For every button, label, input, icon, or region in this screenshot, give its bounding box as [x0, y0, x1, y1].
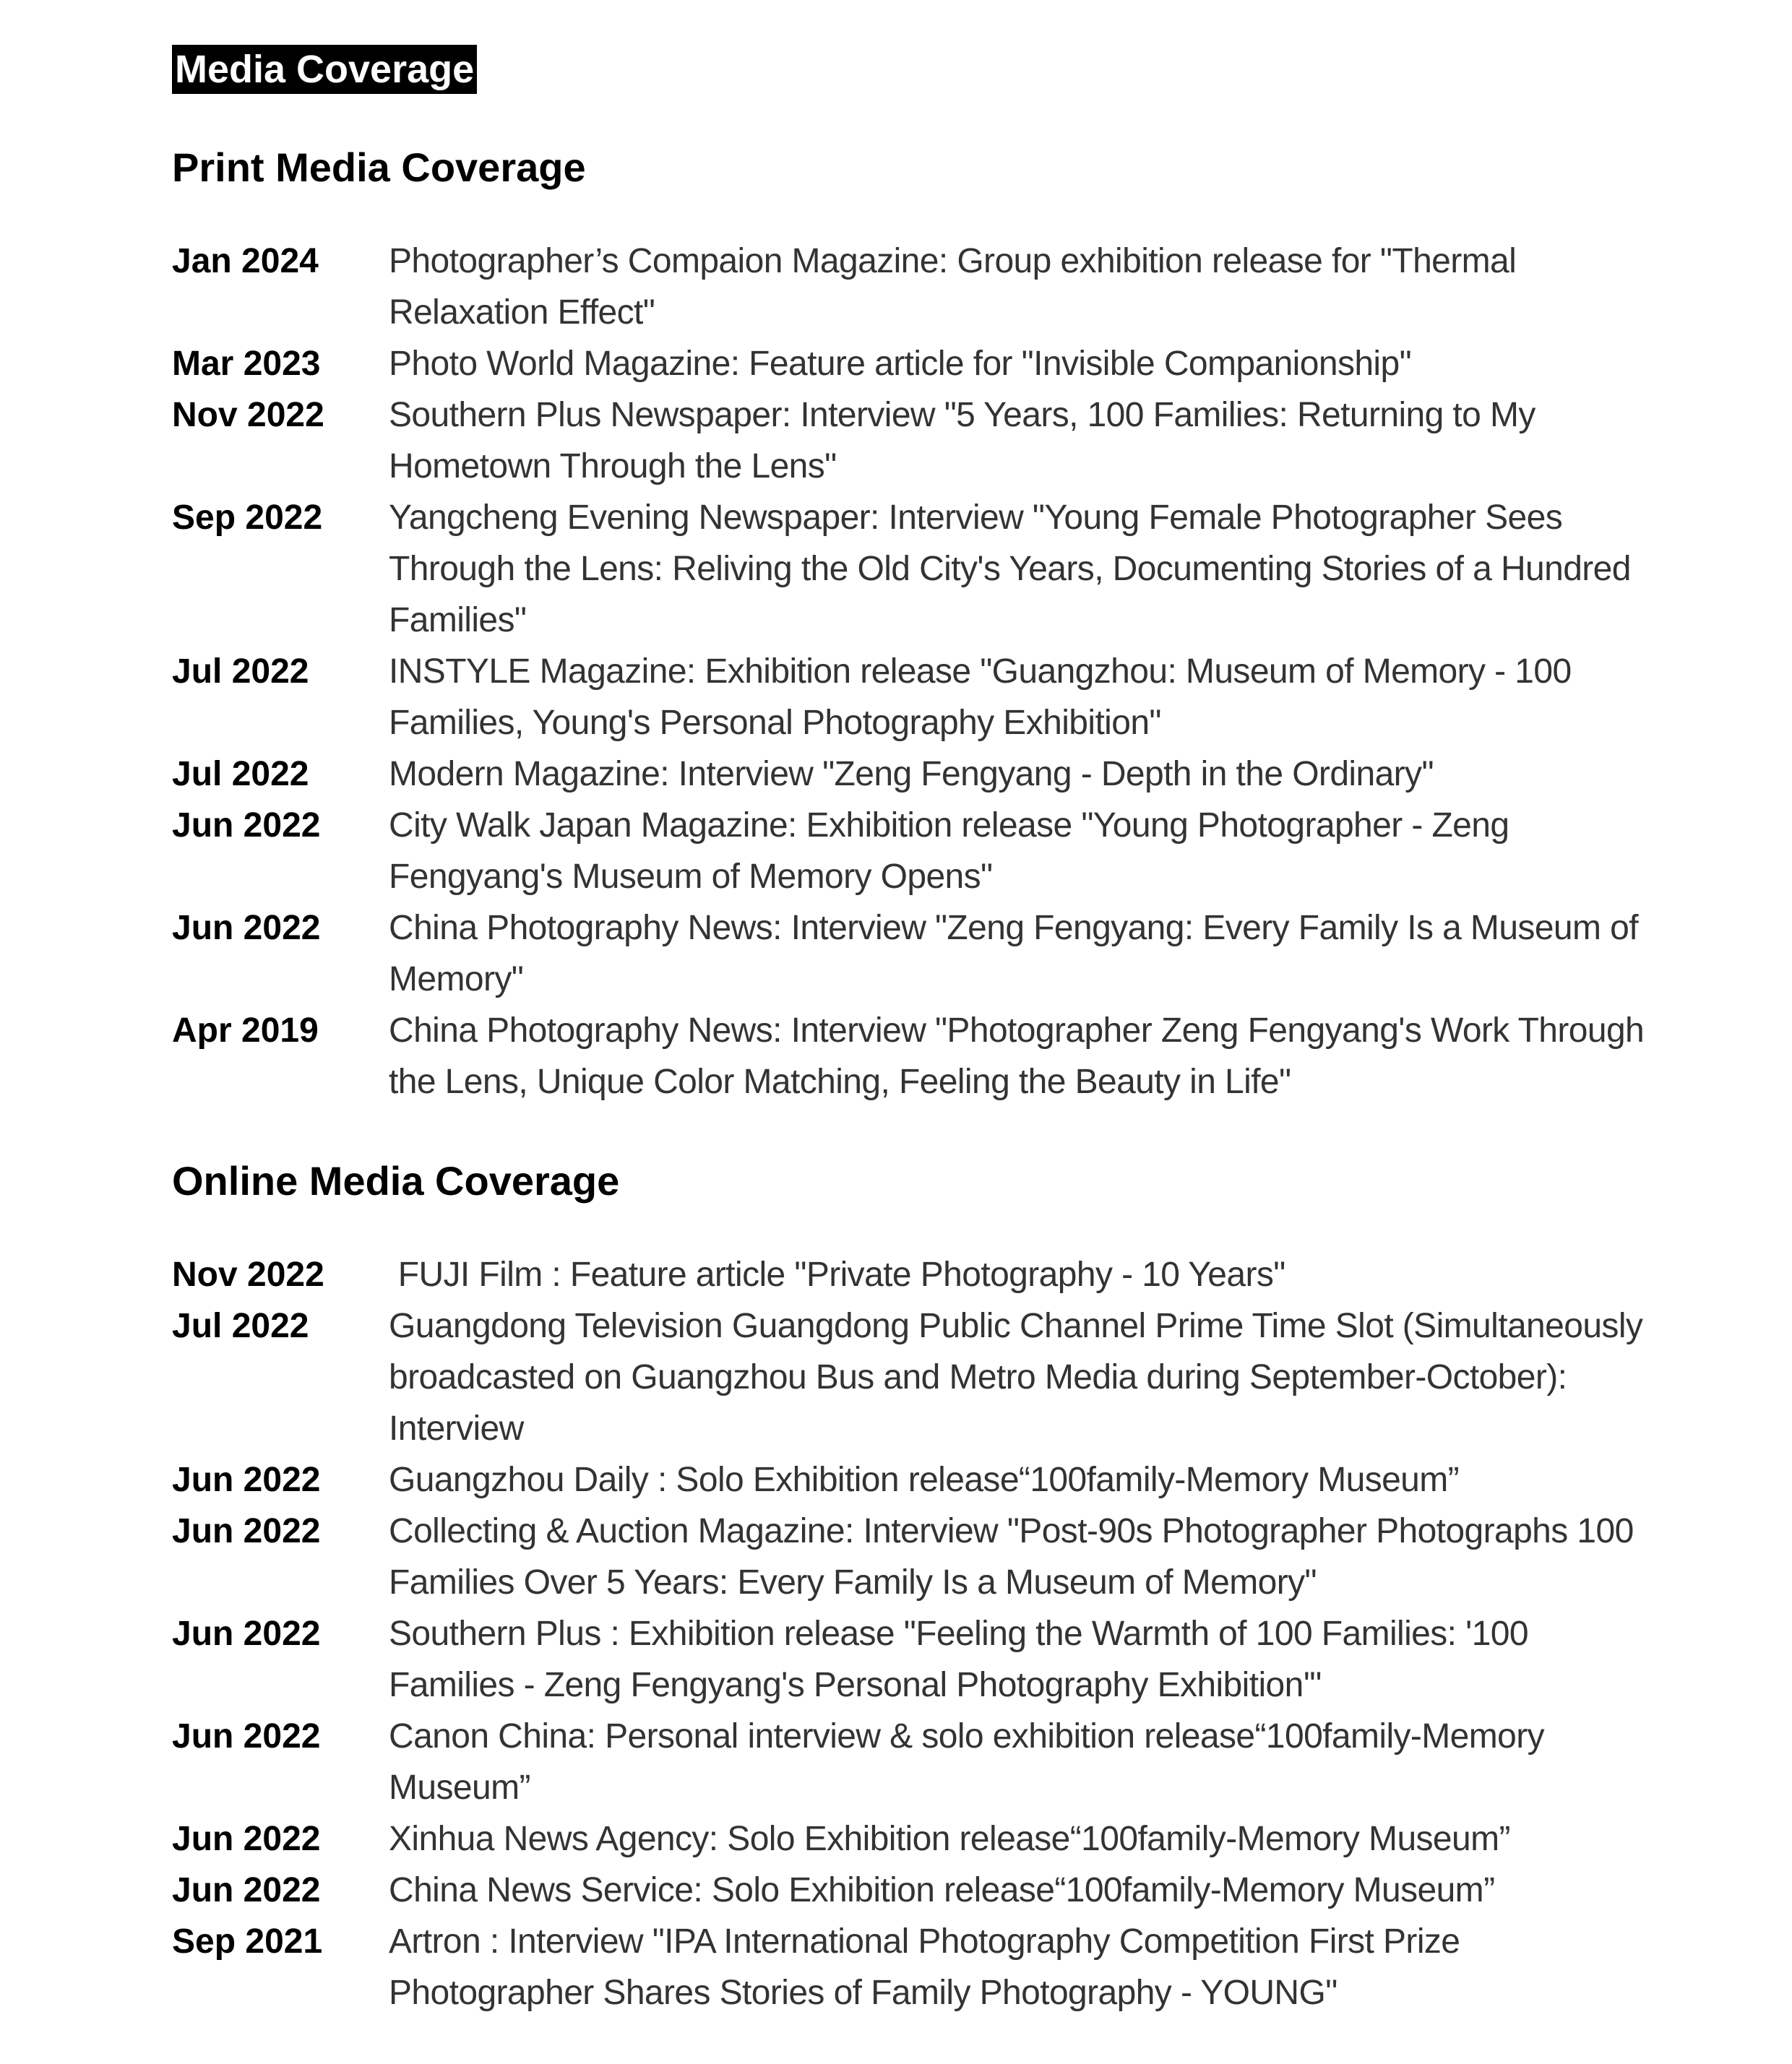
entry-text: Photo World Magazine: Feature article for "Invisible Companionship" [389, 345, 1412, 383]
entry-text: Yangcheng Evening Newspaper: Interview "Young Female Photographer Sees Through the Lens: Reliving the Old City's Years, Documenting Stories of a Hundred Families" [389, 498, 1631, 639]
entry-text: Southern Plus : Exhibition release "Feeling the Warmth of 100 Families: '100 Families - Zeng Fengyang's Personal Photography Exhibition'" [389, 1615, 1528, 1704]
entry-text: FUJI Film : Feature article "Private Photography - 10 Years" [389, 1256, 1285, 1294]
entry-text: Southern Plus Newspaper: Interview "5 Years, 100 Families: Returning to My Hometown Through the Lens" [389, 396, 1535, 485]
entry-date: Jan 2024 [172, 242, 319, 280]
online-section-heading: Online Media Coverage [172, 1158, 620, 1204]
entry-text: China News Service: Solo Exhibition release“100family-Memory Museum” [389, 1871, 1495, 1909]
entry-text: Xinhua News Agency: Solo Exhibition release“100family-Memory Museum” [389, 1820, 1510, 1858]
print-entry [172, 492, 1646, 646]
entry-date: Mar 2023 [172, 345, 321, 383]
print-section-heading: Print Media Coverage [172, 144, 586, 190]
online-entry [172, 1813, 1646, 1865]
entry-text: Guangdong Television Guangdong Public Channel Prime Time Slot (Simultaneously broadcasted on Guangzhou Bus and Metro Media during September-October): Interview [389, 1307, 1643, 1448]
entry-date: Sep 2022 [172, 498, 323, 537]
entry-date: Apr 2019 [172, 1011, 319, 1050]
entry-text: INSTYLE Magazine: Exhibition release "Guangzhou: Museum of Memory - 100 Families, Young's Personal Photography Exhibition" [389, 652, 1572, 742]
entry-text: Photographer’s Compaion Magazine: Group exhibition release for "Thermal Relaxation Effect" [389, 242, 1517, 332]
entry-date: Sep 2021 [172, 1922, 323, 1961]
entry-text: City Walk Japan Magazine: Exhibition release "Young Photographer - Zeng Fengyang's Museum of Memory Opens" [389, 806, 1509, 896]
entry-date: Jun 2022 [172, 1820, 321, 1858]
entry-date: Jun 2022 [172, 806, 321, 845]
online-entry [172, 1608, 1646, 1711]
entry-text: China Photography News: Interview "Zeng Fengyang: Every Family Is a Museum of Memory" [389, 909, 1638, 998]
document-page [172, 45, 1646, 2018]
online-entries-list [172, 1249, 1646, 2018]
entry-text: Collecting & Auction Magazine: Interview "Post-90s Photographer Photographs 100 Families Over 5 Years: Every Family Is a Museum of Memory" [389, 1512, 1634, 1602]
print-entry [172, 236, 1646, 338]
entry-date: Jul 2022 [172, 1307, 309, 1345]
print-entry [172, 389, 1646, 492]
print-entry [172, 646, 1646, 748]
online-entry [172, 1711, 1646, 1813]
print-entry [172, 748, 1646, 800]
print-entries-list [172, 236, 1646, 1107]
online-entry [172, 1454, 1646, 1506]
online-entry [172, 1249, 1646, 1300]
online-entry [172, 1916, 1646, 2018]
print-entry [172, 1005, 1646, 1107]
online-entry [172, 1865, 1646, 1916]
entry-text: Artron : Interview "IPA International Photography Competition First Prize Photographer Shares Stories of Family Photography - YOUNG" [389, 1922, 1460, 2012]
entry-date: Nov 2022 [172, 396, 324, 434]
entry-text: Modern Magazine: Interview "Zeng Fengyang - Depth in the Ordinary" [389, 755, 1434, 793]
entry-date: Jun 2022 [172, 909, 321, 947]
entry-date: Jun 2022 [172, 1871, 321, 1909]
entry-text: China Photography News: Interview "Photographer Zeng Fengyang's Work Through the Lens, Unique Color Matching, Feeling the Beauty in Life" [389, 1011, 1645, 1101]
entry-text: Canon China: Personal interview & solo exhibition release“100family-Memory Museum” [389, 1717, 1545, 1807]
entry-date: Jun 2022 [172, 1461, 321, 1499]
entry-date: Jul 2022 [172, 652, 309, 691]
print-entry [172, 902, 1646, 1005]
entry-text: Guangzhou Daily : Solo Exhibition release“100family-Memory Museum” [389, 1461, 1460, 1499]
print-entry [172, 800, 1646, 902]
entry-date: Jul 2022 [172, 755, 309, 793]
page-title: Media Coverage [172, 45, 477, 94]
print-entry [172, 338, 1646, 389]
entry-date: Jun 2022 [172, 1717, 321, 1756]
online-entry [172, 1300, 1646, 1454]
entry-date: Jun 2022 [172, 1615, 321, 1653]
entry-date: Jun 2022 [172, 1512, 321, 1550]
entry-date: Nov 2022 [172, 1256, 324, 1294]
online-entry [172, 1506, 1646, 1608]
